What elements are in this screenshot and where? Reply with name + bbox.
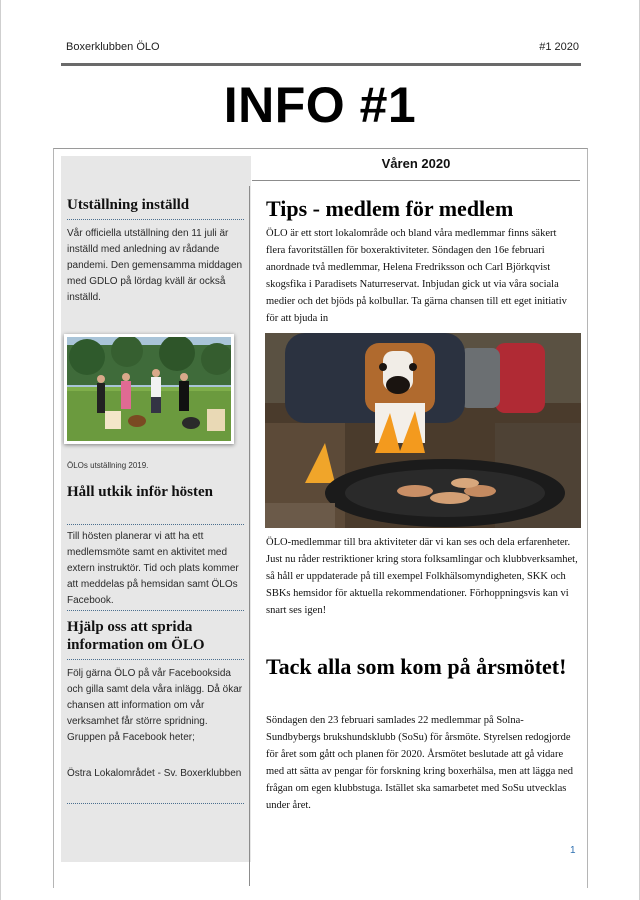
article-text-annual-meeting: Söndagen den 23 februari samlades 22 medlemmar på Solna-Sundbybergs brukshundsklubb (SoSu) för årsmöte. Styrelsen redogjorde för året som gått och planen för 2020. Årsmötet beslutade att gå vidare med att sätta av pengar för forskning kring boxerhälsa, men att lägga ned frågan om egen klubbstuga. Istället ska samarbetet med SoSu utvecklas under året.: [266, 715, 574, 811]
page-number: 1: [570, 845, 576, 856]
sidebar-text-exhibition: Vår officiella utställning den 11 juli är inställd med anledning av rådande pandemi. Den gemensamma middagen med GDLO på lördag kväll är också inställd.: [67, 228, 243, 303]
column-divider: [249, 186, 250, 886]
campfire-photo-image: [265, 333, 581, 528]
exhibition-photo-image: [67, 337, 231, 441]
sidebar-heading-exhibition: Utställning inställd: [67, 197, 190, 213]
newsletter-title: INFO #1: [223, 77, 417, 133]
season-rule: [252, 180, 580, 181]
dotted-divider: [67, 803, 244, 804]
sidebar-text-spread-info: Följ gärna ÖLO på vår Facebooksida och gilla samt dela våra inlägg. Då ökar chansen att information om vår verksamhet får större spridning. Gruppen på Facebook heter;: [67, 668, 243, 743]
article-text-tips-2: ÖLO-medlemmar till bra aktiviteter där vi kan ses och dela erfarenheter. Just nu råder restriktioner kring stora folksamlingar och klubbverksamhet, så håll er uppdaterade på till exempel Folkhälsomyndigheten, SKK och SBKs hemsidor för aktuella rekommendationer. Förhoppningsvis kan vi snart ses igen!: [266, 537, 578, 616]
article-text-tips-1: ÖLO är ett stort lokalområde och bland våra medlemmar finns säkert flera favoritställen för boxeraktiviteter. Söndagen den 16e februari anordnade två medlemmar, Helena Fredriksson och Carl Björkqvist skogsfika i Paradisets Naturreservat. Inbjudan gick ut via våra sociala medier och det bjöds på kolbullar. Ta gärna chansen till ett eget initiativ för att bjuda in: [266, 228, 567, 324]
sidebar-heading-autumn: Håll utkik inför hösten: [67, 484, 214, 500]
header-rule: [61, 63, 581, 66]
photo-caption: ÖLOs utställning 2019.: [67, 461, 149, 470]
sidebar-heading-spread-info: Hjälp oss att sprida information om ÖLO: [67, 619, 205, 653]
sidebar-signature: Östra Lokalområdet - Sv. Boxerklubben: [67, 768, 242, 779]
header-issue: #1 2020: [539, 41, 579, 53]
dotted-divider: [67, 524, 244, 525]
dotted-divider: [67, 659, 244, 660]
exhibition-photo: [64, 334, 234, 444]
article-heading-tips: Tips - medlem för medlem: [266, 196, 514, 221]
header-club-name: Boxerklubben ÖLO: [66, 41, 160, 53]
dotted-divider: [67, 610, 244, 611]
article-heading-annual-meeting: Tack alla som kom på årsmötet!: [266, 654, 567, 679]
sidebar-text-autumn: Till hösten planerar vi att ha ett medlemsmöte samt en aktivitet med extern instruktör. Tid och plats kommer att meddelas på hemsidan samt ÖLOs Facebook.: [67, 531, 239, 606]
season-label: Våren 2020: [381, 156, 451, 171]
campfire-photo: [265, 333, 581, 528]
dotted-divider: [67, 219, 244, 220]
